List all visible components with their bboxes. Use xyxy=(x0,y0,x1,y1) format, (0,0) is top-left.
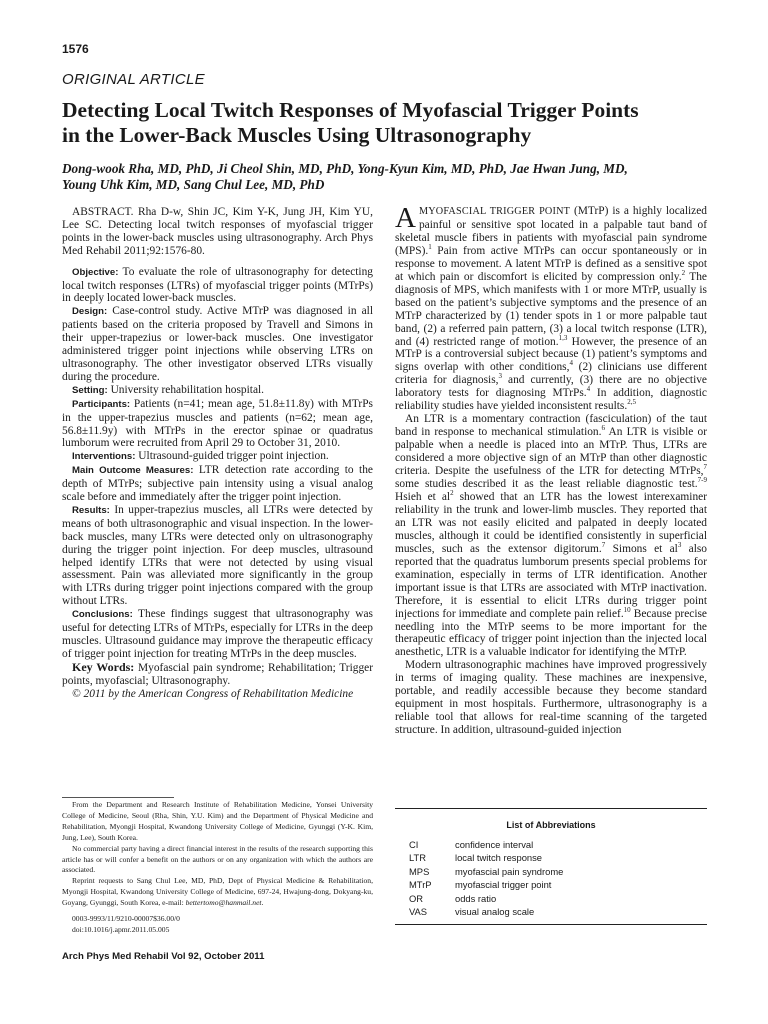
body-text: However, the presence of an MTrP is a controversial subject because (1) patient’s symptoms and signs overlap with other conditions, xyxy=(395,335,707,374)
abstract-results xyxy=(62,504,373,608)
abbreviations-title: List of Abbreviations xyxy=(506,820,596,830)
footnote-rule xyxy=(62,797,174,798)
body-text: Hsieh et al xyxy=(395,490,451,503)
body-text: Pain from active MTrPs can occur spontaneously or in response to movement. A latent MTrP is defined as a sensitive spot at which pain or discomfort is elicited by compression only. xyxy=(395,244,707,283)
abbreviation-code: LTR xyxy=(409,852,427,864)
citation-ref[interactable]: 2 xyxy=(450,489,454,498)
body-text: The diagnosis of MPS, which manifests with 1 or more MTrP, usually is based on the patient’s subjective symptoms and the presence of an MTrP characterized by (1) tender spots in 1 or more palpable taut band, (2) a referred pain pattern, (3) a local twitch response (LTR), and (4) restricted range of motion. xyxy=(395,270,707,348)
abbreviation-code: OR xyxy=(409,892,424,904)
participants-label: Participants: xyxy=(72,398,131,410)
participants-text: Patients (n=41; mean age, 51.8±11.8y) with MTrPs in the upper-trapezius muscles and patients (n=62; mean age, 56.8±11.9y) with MTrPs in the erector spinae or quadratus lumborum were recruited from April 29 to October 31, 2010. xyxy=(62,397,373,450)
keywords-label: Key Words: xyxy=(72,659,135,674)
abbreviations-box xyxy=(395,808,707,918)
abstract-keywords xyxy=(62,661,373,688)
authors-line-1: Dong-wook Rha, MD, PhD, Ji Cheol Shin, MD, PhD, Yong-Kyun Kim, MD, PhD, Jae Hwan Jung, MD, xyxy=(62,161,628,176)
design-label: Design: xyxy=(72,306,108,318)
page-number: 1576 xyxy=(62,42,89,56)
body-text: Because precise needling into the MTrP seems to be more important for the therapeutic efficacy of trigger point injection than the injected local anesthetic, LTR is a valuable indicator for identifying the MTrP. xyxy=(395,607,707,659)
abstract-setting xyxy=(62,384,373,398)
interventions-label: Interventions: xyxy=(72,451,136,463)
body-paragraph-2 xyxy=(395,413,707,659)
article-title xyxy=(62,98,752,148)
body-paragraph-1 xyxy=(395,202,707,413)
conflict-note: No commercial party having a direct financial interest in the results of the research supporting this article has or will confer a benefit on the authors or on any organization with which the authors are associated. xyxy=(62,843,373,875)
abbreviation-definition: myofascial trigger point xyxy=(455,879,552,891)
abbreviation-definition: odds ratio xyxy=(455,892,497,904)
conclusions-text: These findings suggest that ultrasonography was useful for detecting LTRs of MTrPs, especially for LTRs in the deep muscles. Ultrasound guidance may improve the therapeutic efficacy of trigger point injection for treating MTrPs in the deep muscles. xyxy=(62,608,373,660)
abbreviations-list xyxy=(395,838,707,918)
abbreviation-row xyxy=(395,851,707,864)
body-text: and currently, (3) there are no objective laboratory tests for diagnosing MTrPs. xyxy=(395,374,707,400)
affiliation-note: From the Department and Research Institute of Rehabilitation Medicine, Yonsei University College of Medicine, Seoul (Rha, Shin, Y.U. Kim) and the Department of Physical Medicine and Rehabilitation, Myongji Hospital, Kwandong University College of Medicine, Gyunggi (Y-K. Kim, Jung, Lee), South Korea. xyxy=(62,800,373,842)
abbreviation-code: MTrP xyxy=(409,879,432,891)
citation-ref[interactable]: 2 xyxy=(681,268,686,277)
abbreviation-definition: confidence interval xyxy=(455,839,534,850)
lead-in-caps: MYOFASCIAL TRIGGER POINT xyxy=(418,206,571,217)
abbreviation-row xyxy=(395,865,707,878)
section-label: ORIGINAL ARTICLE xyxy=(62,71,205,88)
body-column xyxy=(395,202,708,737)
reprint-end: . xyxy=(261,898,264,908)
abstract-interventions xyxy=(62,450,373,464)
citation-ref[interactable]: 10 xyxy=(623,605,631,614)
abstract-conclusions xyxy=(62,608,373,661)
citation-ref[interactable]: 4 xyxy=(569,359,573,368)
setting-label: Setting: xyxy=(72,384,108,396)
results-label: Results: xyxy=(72,504,110,516)
citation-ref[interactable]: 4 xyxy=(586,385,591,394)
author-list xyxy=(62,161,752,193)
outcome-label: Main Outcome Measures: xyxy=(72,465,194,477)
abbreviation-code: VAS xyxy=(409,906,428,918)
citation-ref[interactable]: 7 xyxy=(601,540,606,549)
keywords-text: Myofascial pain syndrome; Rehabilitation; Trigger points, myofascial; Ultrasonography. xyxy=(62,661,373,687)
abbreviation-definition: myofascial pain syndrome xyxy=(455,865,564,877)
body-paragraph-3: Modern ultrasonographic machines have improved progressively in terms of imaging quality. These machines are inexpensive, portable, and readily accessible because they become standard equipment in most hospitals. Furthermore, ultrasonography is a reliable tool that allows for real-time scanning of the targeted structure. In addition, ultrasound-guided injection xyxy=(395,659,707,737)
identifiers xyxy=(62,914,373,936)
title-line-1: Detecting Local Twitch Responses of Myofascial Trigger Points xyxy=(62,98,639,122)
title-line-2: in the Lower-Back Muscles Using Ultrasonography xyxy=(62,123,532,147)
citation-ref[interactable]: 1 xyxy=(428,243,432,252)
issn-code: 0003-9993/11/9210-00007$36.00/0 xyxy=(72,914,180,924)
abbreviation-code: MPS xyxy=(409,865,430,877)
authors-line-2: Young Uhk Kim, MD, Sang Chul Lee, MD, PhD xyxy=(62,177,325,192)
results-text: In upper-trapezius muscles, all LTRs were detected by means of both ultrasonographic and visual inspection. In the lower-back muscles, many LTRs were detected only on ultrasonography during the trigger point injection. For deep muscles, ultrasound helped identify LTRs that were not detected by using visual assessment. Pain was alleviated more significantly in the group with LTRs during trigger point injections compared with the group without LTRs. xyxy=(62,503,373,608)
abbreviation-row xyxy=(395,878,707,891)
body-text: also reported that the quadratus lumborum presents special problems for examination, especially in terms of LTR identification. Another important issue is that LTRs are associated with MTrP inactivation. Therefore, it is essential to elicit LTRs during trigger point injections for immediate and complete pain relief. xyxy=(395,542,708,620)
drop-cap: A xyxy=(395,202,416,234)
abbreviation-row xyxy=(395,838,707,851)
body-text: In addition, diagnostic reliability studies have yielded inconsistent results. xyxy=(395,387,707,413)
outcome-text: LTR detection rate according to the depth of MTrPs; subjective pain intensity using a visual analog scale before and immediately after the trigger point injection. xyxy=(62,464,373,504)
abstract-participants xyxy=(62,398,373,451)
doi-link[interactable]: doi:10.1016/j.apmr.2011.05.005 xyxy=(72,924,170,934)
citation-ref[interactable]: 2,5 xyxy=(627,398,636,407)
body-text: (MTrP) is a highly localized painful or sensitive spot located in a palpable taut band of skeletal muscle fibers in patients with myofascial pain syndrome (MPS). xyxy=(395,205,707,257)
citation-ref[interactable]: 7-9 xyxy=(697,476,707,485)
abstract-outcome xyxy=(62,464,373,504)
body-text: (2) clinicians use different criteria for diagnosis, xyxy=(395,361,707,387)
abbreviation-definition: local twitch response xyxy=(455,852,543,864)
objective-label: Objective: xyxy=(72,266,119,278)
abstract-objective xyxy=(62,266,373,306)
citation-ref[interactable]: 3 xyxy=(677,540,682,549)
abbreviation-definition: visual analog scale xyxy=(455,906,535,918)
citation-ref[interactable]: 3 xyxy=(498,372,502,381)
design-text: Case-control study. Active MTrP was diagnosed in all patients based on the criteria proposed by Travell and Simons in their upper-trapezius or lower-back muscles. One investigator administered trigger point injections while observing LTRs on ultrasonography. The other investigator observed LTRs visually during the procedure. xyxy=(62,305,373,383)
objective-text: To evaluate the role of ultrasonography for detecting local twitch responses (LTRs) of myofascial trigger points (MTrPs) in deeply located lower-back muscles. xyxy=(62,265,373,305)
conclusions-label: Conclusions: xyxy=(72,609,133,621)
footnotes xyxy=(62,800,373,936)
reprint-text: Reprint requests to Sang Chul Lee, MD, PhD, Dept of Physical Medicine & Rehabilitation, Myongji Hospital, Kwandong University College of Medicine, 697-24, Hwajung-dong, Dokyang-ku, Goyang, Gyunggi, South Korea, e-mail: xyxy=(62,876,373,908)
abbreviations-bottom-rule xyxy=(395,924,707,925)
citation-ref[interactable]: 6 xyxy=(601,424,605,433)
body-text: some studies described it as the least reliable diagnostic test. xyxy=(395,478,698,491)
abstract-column xyxy=(62,206,373,701)
citation-ref[interactable]: 7 xyxy=(703,463,707,472)
body-text: showed that an LTR has the lowest interexaminer reliability in the trunk and lower-limb muscles. They reported that an LTR was not easily elicited and palpated in deeply located muscles, although it could be identified consistently in superficial muscles, such as the extensor digitorum. xyxy=(395,490,707,555)
citation-ref[interactable]: 1,3 xyxy=(558,333,568,342)
abbreviation-row xyxy=(395,892,707,905)
interventions-text: Ultrasound-guided trigger point injection. xyxy=(138,450,329,463)
abstract-citation: ABSTRACT. Rha D-w, Shin JC, Kim Y-K, Jung JH, Kim YU, Lee SC. Detecting local twitch responses of myofascial trigger points in the lower-back muscles using ultrasonography. Arch Phys Med Rehabil 2011;92:1576-80. xyxy=(62,206,373,257)
abstract-design xyxy=(62,305,373,383)
body-text: Simons et al xyxy=(605,542,678,555)
copyright-notice: © 2011 by the American Congress of Rehabilitation Medicine xyxy=(72,687,354,700)
journal-footer: Arch Phys Med Rehabil Vol 92, October 2011 xyxy=(62,951,265,962)
email-link[interactable]: bettertomo@hanmail.net xyxy=(185,898,262,908)
reprint-note xyxy=(62,876,373,909)
abbreviation-code: CI xyxy=(409,839,419,850)
body-text: An LTR is visible or palpable when a needle is placed into an MTrP. Thus, LTRs are considered a more objective sign of an MTrP than other diagnostic criteria. Despite the usefulness of the LTR for detecting MTrPs, xyxy=(395,426,707,478)
body-text: An LTR is a momentary contraction (fasciculation) of the taut band in response to mechanical stimulation. xyxy=(395,413,707,439)
abbreviation-row xyxy=(395,905,707,918)
setting-text: University rehabilitation hospital. xyxy=(110,383,265,396)
